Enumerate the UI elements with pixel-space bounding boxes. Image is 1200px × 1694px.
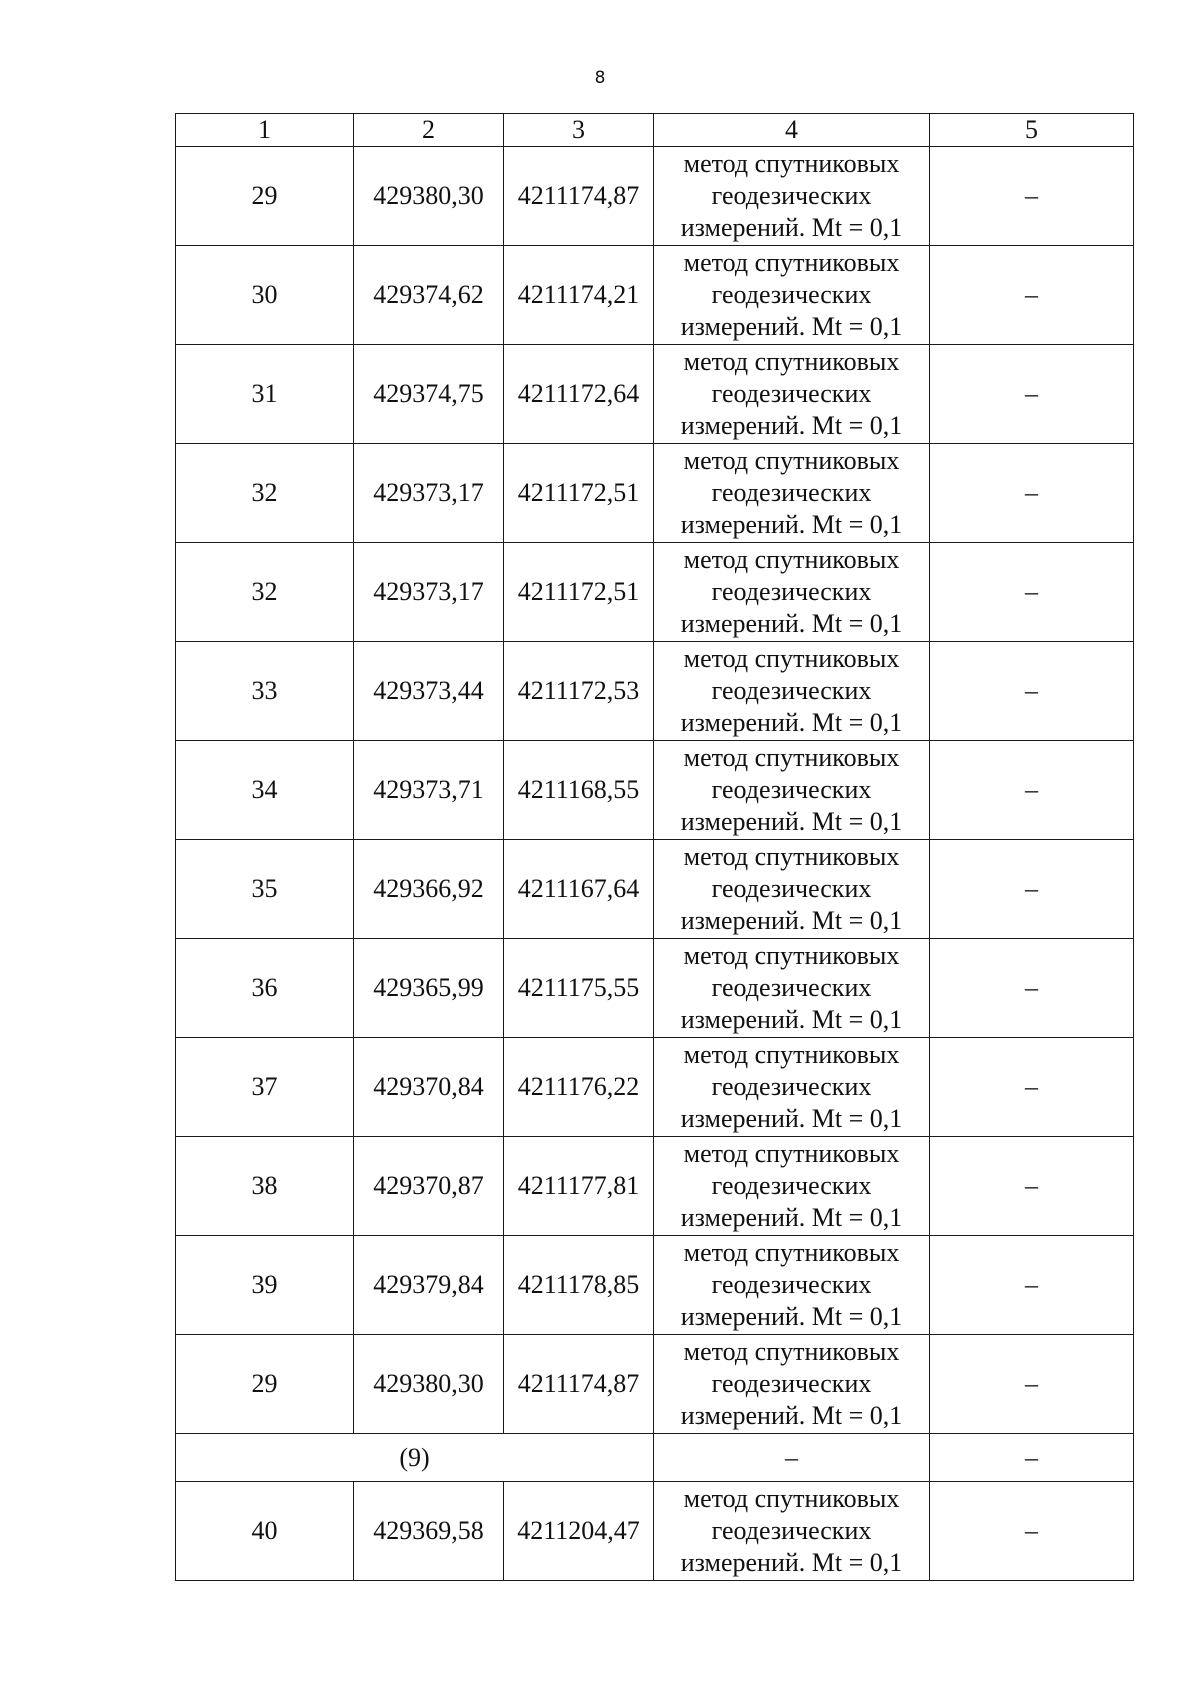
method-text-line: геодезических	[711, 379, 872, 408]
point-number-cell: 31	[176, 345, 354, 444]
point-number-cell: 29	[176, 147, 354, 246]
x-coordinate-cell: 429373,17	[354, 444, 504, 543]
x-coordinate-cell: 429374,62	[354, 246, 504, 345]
method-text-line: геодезических	[711, 1171, 872, 1200]
x-coordinate-cell: 429366,92	[354, 840, 504, 939]
coordinates-table	[175, 113, 1134, 1581]
table-row	[176, 543, 1134, 642]
method-text-line: измерений. Mt = 0,1	[680, 906, 903, 935]
y-coordinate-cell: 4211177,81	[504, 1137, 654, 1236]
table-row	[176, 444, 1134, 543]
y-coordinate-cell: 4211174,87	[504, 1335, 654, 1434]
method-cell	[654, 1038, 930, 1137]
x-coordinate-cell: 429370,84	[354, 1038, 504, 1137]
method-text-line: геодезических	[711, 973, 872, 1002]
method-cell	[654, 939, 930, 1038]
y-coordinate-cell: 4211167,64	[504, 840, 654, 939]
note-cell: –	[930, 939, 1134, 1038]
method-text-line: геодезических	[711, 775, 872, 804]
point-number-cell: 34	[176, 741, 354, 840]
note-cell: –	[930, 642, 1134, 741]
note-cell: –	[930, 444, 1134, 543]
method-text-line: метод спутниковых	[683, 644, 900, 673]
table-row	[176, 741, 1134, 840]
method-text-line: измерений. Mt = 0,1	[680, 1005, 903, 1034]
point-number-cell: 30	[176, 246, 354, 345]
method-text-line: измерений. Mt = 0,1	[680, 510, 903, 539]
y-coordinate-cell: 4211172,64	[504, 345, 654, 444]
point-number-cell: 39	[176, 1236, 354, 1335]
y-coordinate-cell: 4211204,47	[504, 1482, 654, 1581]
method-text-line: метод спутниковых	[683, 347, 900, 376]
note-cell: –	[930, 1434, 1134, 1482]
group-label-cell: (9)	[176, 1434, 654, 1482]
method-text-line: метод спутниковых	[683, 1484, 900, 1513]
point-number-cell: 37	[176, 1038, 354, 1137]
note-cell: –	[930, 246, 1134, 345]
y-coordinate-cell: 4211175,55	[504, 939, 654, 1038]
y-coordinate-cell: 4211178,85	[504, 1236, 654, 1335]
table-row	[176, 840, 1134, 939]
point-number-cell: 32	[176, 543, 354, 642]
method-text-line: метод спутниковых	[683, 1238, 900, 1267]
y-coordinate-cell: 4211168,55	[504, 741, 654, 840]
method-cell	[654, 543, 930, 642]
method-text-line: геодезических	[711, 874, 872, 903]
y-coordinate-cell: 4211172,53	[504, 642, 654, 741]
method-cell	[654, 444, 930, 543]
method-cell	[654, 1236, 930, 1335]
table-row	[176, 1236, 1134, 1335]
method-text-line: метод спутниковых	[683, 248, 900, 277]
table-row	[176, 345, 1134, 444]
y-coordinate-cell: 4211176,22	[504, 1038, 654, 1137]
method-text-line: метод спутниковых	[683, 446, 900, 475]
y-coordinate-cell: 4211172,51	[504, 543, 654, 642]
table-row	[176, 147, 1134, 246]
method-text-line: измерений. Mt = 0,1	[680, 1104, 903, 1133]
column-header: 5	[930, 114, 1134, 147]
y-coordinate-cell: 4211174,87	[504, 147, 654, 246]
method-text-line: измерений. Mt = 0,1	[680, 1302, 903, 1331]
method-text-line: геодезических	[711, 1369, 872, 1398]
table-row	[176, 939, 1134, 1038]
point-number-cell: 32	[176, 444, 354, 543]
note-cell: –	[930, 1137, 1134, 1236]
point-number-cell: 38	[176, 1137, 354, 1236]
column-header: 2	[354, 114, 504, 147]
method-text-line: метод спутниковых	[683, 1139, 900, 1168]
note-cell: –	[930, 1236, 1134, 1335]
method-text-line: измерений. Mt = 0,1	[680, 609, 903, 638]
method-text-line: геодезических	[711, 676, 872, 705]
method-text-line: геодезических	[711, 181, 872, 210]
method-cell	[654, 246, 930, 345]
column-header: 3	[504, 114, 654, 147]
method-text-line: измерений. Mt = 0,1	[680, 708, 903, 737]
note-cell: –	[930, 1335, 1134, 1434]
method-text-line: геодезических	[711, 1516, 872, 1545]
table-row	[176, 1335, 1134, 1434]
point-number-cell: 33	[176, 642, 354, 741]
x-coordinate-cell: 429380,30	[354, 147, 504, 246]
x-coordinate-cell: 429369,58	[354, 1482, 504, 1581]
method-text-line: измерений. Mt = 0,1	[680, 1203, 903, 1232]
table-row	[176, 642, 1134, 741]
x-coordinate-cell: 429370,87	[354, 1137, 504, 1236]
method-cell	[654, 642, 930, 741]
method-cell	[654, 1335, 930, 1434]
method-cell	[654, 345, 930, 444]
x-coordinate-cell: 429373,44	[354, 642, 504, 741]
method-text-line: геодезических	[711, 577, 872, 606]
method-text-line: метод спутниковых	[683, 545, 900, 574]
method-text-line: метод спутниковых	[683, 842, 900, 871]
method-text-line: метод спутниковых	[683, 1337, 900, 1366]
note-cell: –	[930, 543, 1134, 642]
x-coordinate-cell: 429374,75	[354, 345, 504, 444]
table-group-row	[176, 1434, 1134, 1482]
header-row	[176, 114, 1134, 147]
method-cell	[654, 1137, 930, 1236]
x-coordinate-cell: 429365,99	[354, 939, 504, 1038]
x-coordinate-cell: 429380,30	[354, 1335, 504, 1434]
point-number-cell: 35	[176, 840, 354, 939]
method-text-line: метод спутниковых	[683, 149, 900, 178]
method-text-line: метод спутниковых	[683, 743, 900, 772]
method-text-line: метод спутниковых	[683, 941, 900, 970]
x-coordinate-cell: 429379,84	[354, 1236, 504, 1335]
method-cell: –	[654, 1434, 930, 1482]
note-cell: –	[930, 1482, 1134, 1581]
note-cell: –	[930, 345, 1134, 444]
method-text-line: геодезических	[711, 280, 872, 309]
y-coordinate-cell: 4211174,21	[504, 246, 654, 345]
x-coordinate-cell: 429373,71	[354, 741, 504, 840]
method-text-line: измерений. Mt = 0,1	[680, 411, 903, 440]
page-number: 8	[594, 68, 606, 88]
method-text-line: геодезических	[711, 1270, 872, 1299]
method-text-line: измерений. Mt = 0,1	[680, 213, 903, 242]
x-coordinate-cell: 429373,17	[354, 543, 504, 642]
method-cell	[654, 147, 930, 246]
point-number-cell: 29	[176, 1335, 354, 1434]
method-text-line: геодезических	[711, 1072, 872, 1101]
table-row	[176, 246, 1134, 345]
column-header: 1	[176, 114, 354, 147]
method-text-line: геодезических	[711, 478, 872, 507]
point-number-cell: 36	[176, 939, 354, 1038]
method-text-line: измерений. Mt = 0,1	[680, 312, 903, 341]
method-cell	[654, 741, 930, 840]
note-cell: –	[930, 147, 1134, 246]
y-coordinate-cell: 4211172,51	[504, 444, 654, 543]
method-text-line: метод спутниковых	[683, 1040, 900, 1069]
table-row	[176, 1482, 1134, 1581]
table-row	[176, 1137, 1134, 1236]
table-row	[176, 1038, 1134, 1137]
point-number-cell: 40	[176, 1482, 354, 1581]
method-text-line: измерений. Mt = 0,1	[680, 1401, 903, 1430]
note-cell: –	[930, 840, 1134, 939]
note-cell: –	[930, 1038, 1134, 1137]
note-cell: –	[930, 741, 1134, 840]
table-body	[176, 114, 1134, 1581]
method-cell	[654, 840, 930, 939]
method-text-line: измерений. Mt = 0,1	[680, 1548, 903, 1577]
method-text-line: измерений. Mt = 0,1	[680, 807, 903, 836]
method-cell	[654, 1482, 930, 1581]
column-header: 4	[654, 114, 930, 147]
